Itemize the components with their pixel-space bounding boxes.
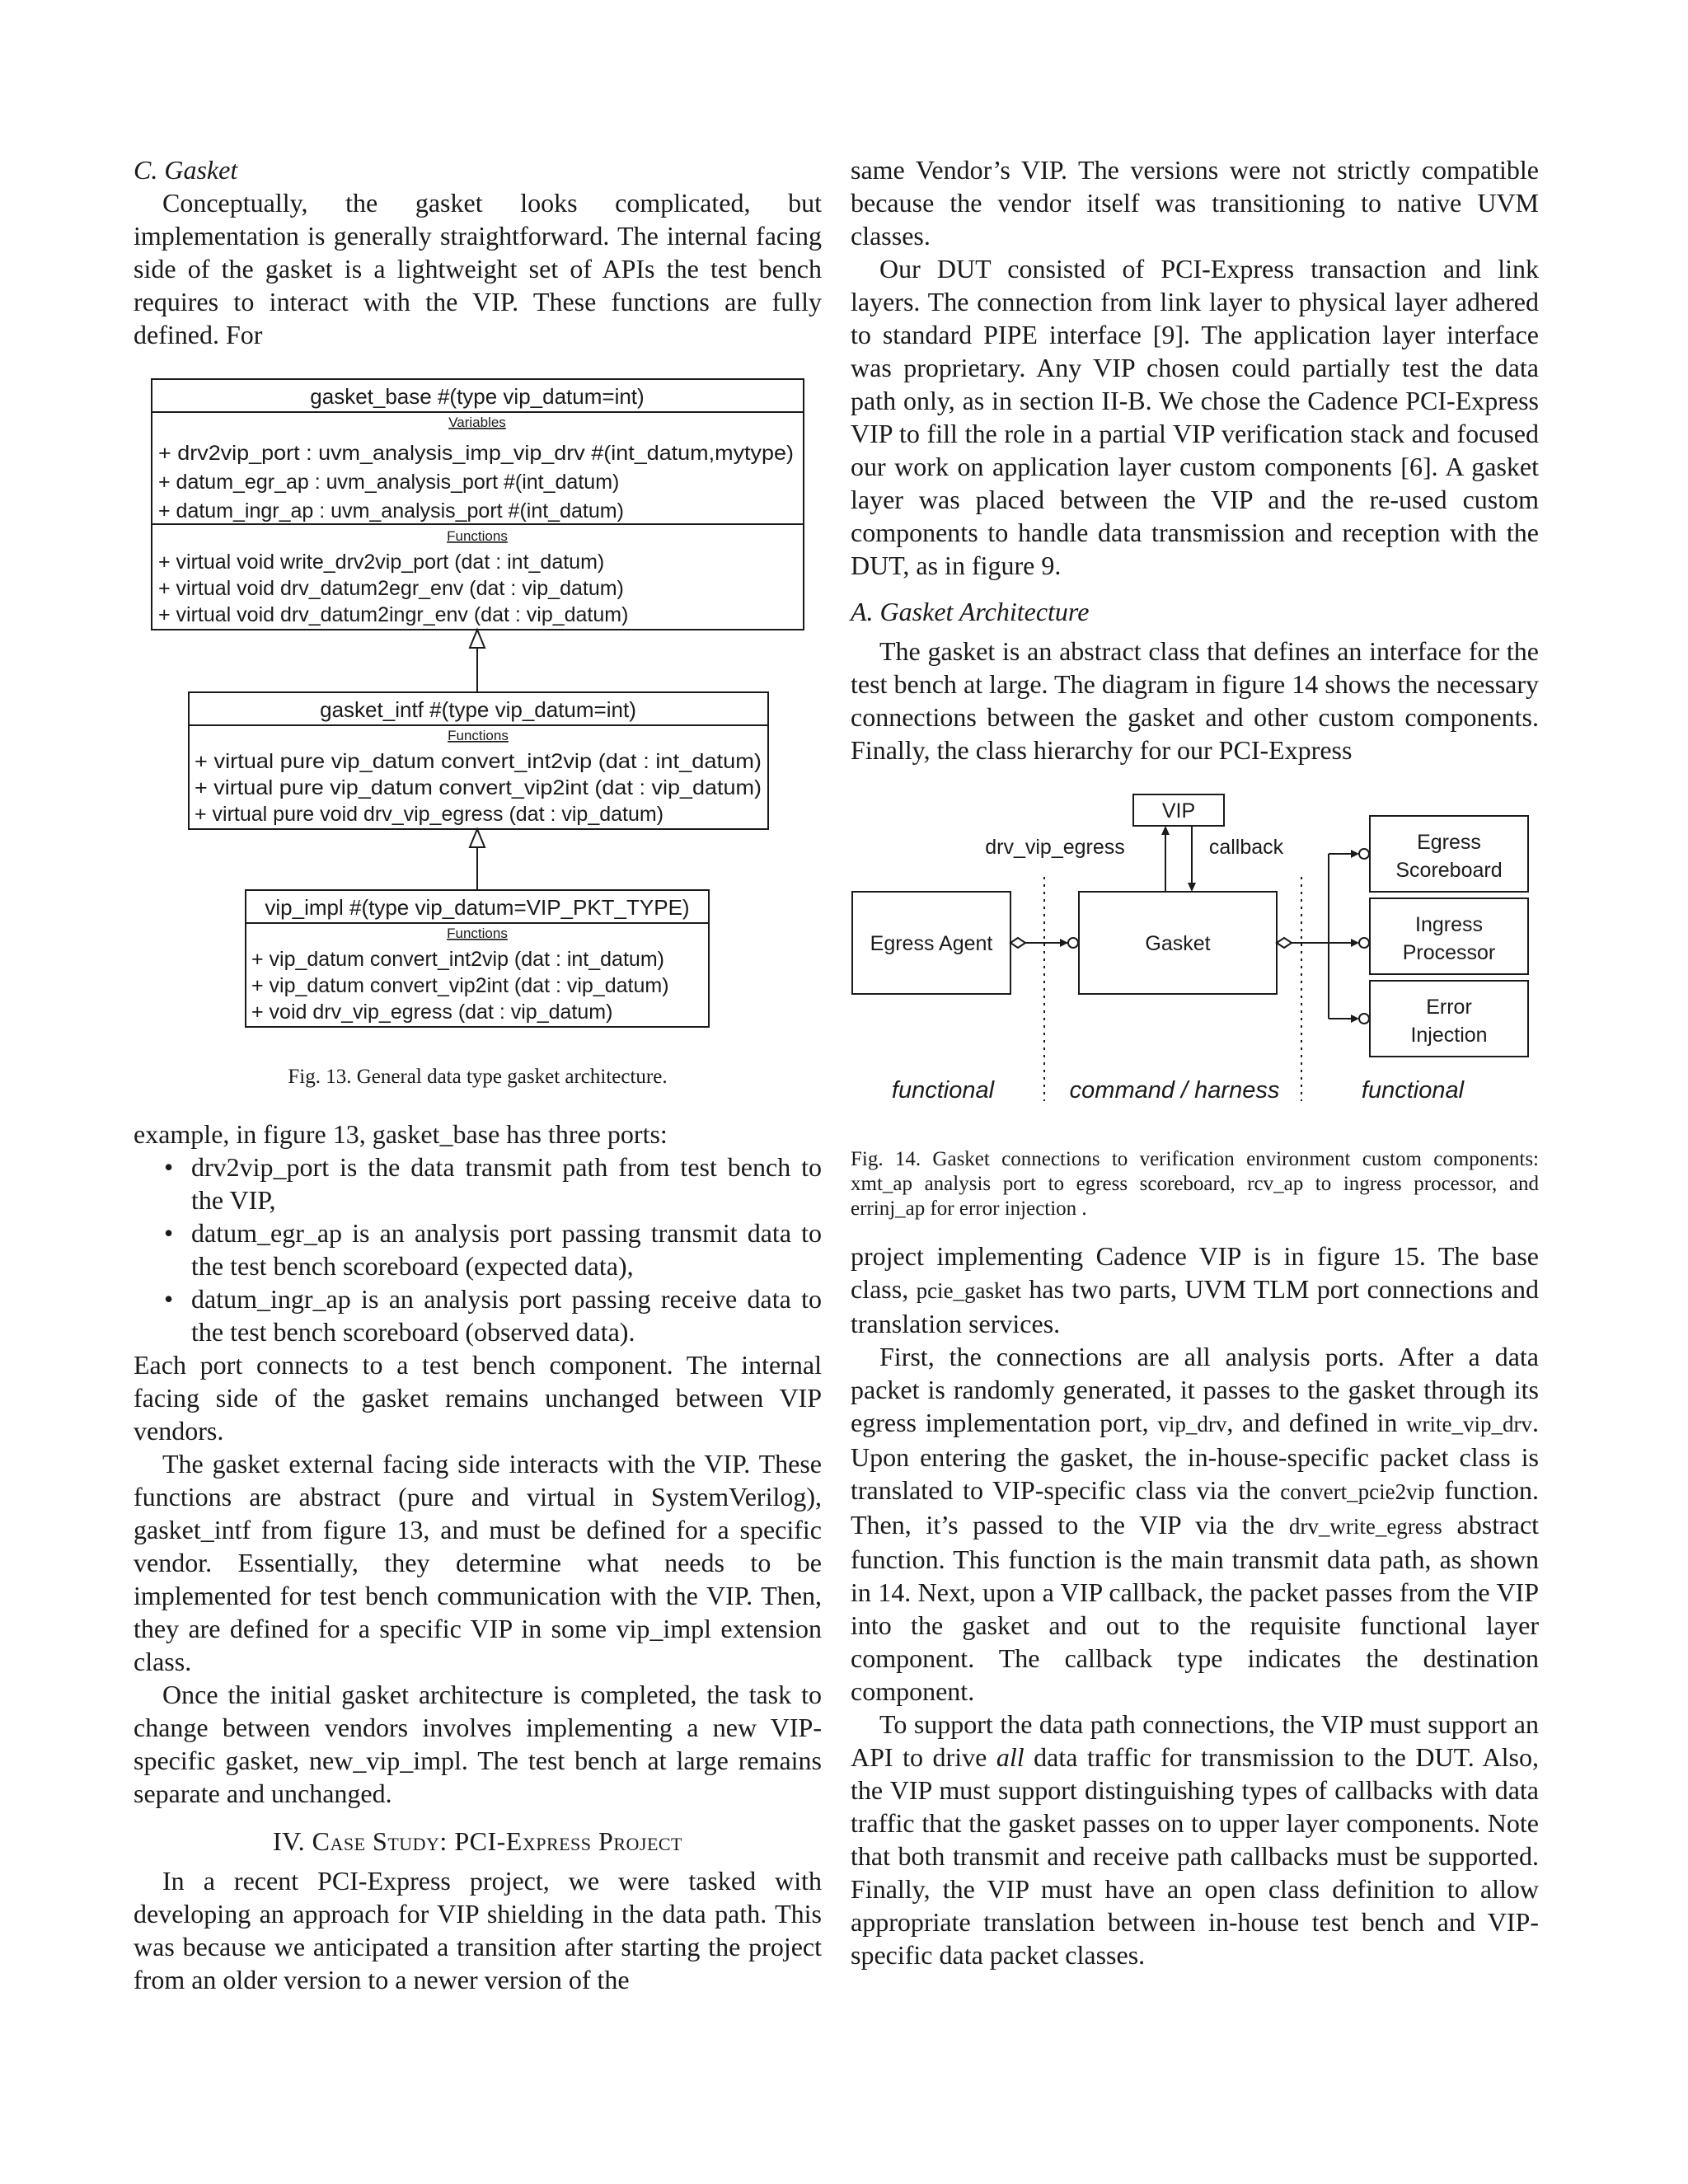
- paragraph: Our DUT consisted of PCI-Express transaction and link layers. The connection from link layer to physical layer adhered to standard PIPE interface [9]. The application layer interface was proprietary. Any VIP chosen could partially test the data path only, as in section II-B. We chose the Cadence PCI-Express VIP to fill the role in a partial VIP verification stack and focused our work on application layer custom components [6]. A gasket layer was placed between the VIP and the re-used custom components to handle data transmission and reception with the DUT, as in figure 9.: [851, 254, 1539, 580]
- edge-label-callback: callback: [1208, 836, 1284, 859]
- aggregation-diamond-icon: [1010, 938, 1025, 948]
- port-list: [134, 1151, 822, 1348]
- member-row: + virtual void drv_datum2egr_env (dat : vip_datum): [158, 577, 624, 600]
- port-socket-icon: [1359, 938, 1369, 948]
- zone-label-functional: functional: [1361, 1077, 1465, 1104]
- port-socket-icon: [1359, 1014, 1369, 1024]
- member-row: + virtual void write_drv2vip_port (dat : int_datum): [158, 551, 605, 574]
- aggregation-diamond-icon: [1277, 938, 1292, 948]
- egress-agent-label: Egress Agent: [870, 932, 993, 955]
- ingress-processor-label: Processor: [1402, 941, 1496, 964]
- section-heading-gasket: C. Gasket: [134, 155, 238, 185]
- zone-label-functional: functional: [891, 1077, 995, 1104]
- member-row: + virtual pure vip_datum convert_int2vip (dat : int_datum): [195, 750, 762, 773]
- inheritance-arrow-icon: [470, 829, 485, 847]
- paragraph: The gasket is an abstract class that defines an interface for the test bench at large. The diagram in figure 14 shows the necessary connections between the gasket and other custom components. Finally, the class hierarchy for our PCI-Express: [851, 636, 1539, 765]
- member-row: + virtual pure void drv_vip_egress (dat : vip_datum): [195, 803, 664, 826]
- list-item: • datum_egr_ap is an analysis port passing transmit data to the test bench scoreboard (expected data),: [162, 1216, 822, 1282]
- arrow-right-icon: [1351, 1015, 1359, 1023]
- vip-label: VIP: [1161, 799, 1196, 823]
- member-row: + datum_egr_ap : uvm_analysis_port #(int_datum): [158, 471, 620, 494]
- member-row: + vip_datum convert_int2vip (dat : int_datum): [251, 948, 664, 971]
- zone-label-command-harness: command / harness: [1069, 1077, 1280, 1104]
- error-injection-label: Injection: [1410, 1024, 1488, 1047]
- section-heading-case-study: [134, 1825, 822, 1858]
- compartment-label: Functions: [448, 728, 509, 743]
- arrow-right-icon: [1351, 850, 1359, 858]
- port-socket-icon: [1068, 938, 1078, 948]
- edge-label-drv-vip-egress: drv_vip_egress: [985, 836, 1125, 859]
- paragraph: In a recent PCI-Express project, we were tasked with developing an approach for VIP shielding in the data path. This was because we anticipated a transition after starting the project from an older version to a newer version of the: [134, 1866, 822, 1994]
- list-item: • datum_ingr_ap is an analysis port passing receive data to the test bench scoreboard (observed data).: [162, 1282, 822, 1348]
- gasket-connection-diagram: [851, 791, 1539, 1122]
- paragraph: example, in figure 13, gasket_base has three ports:: [134, 1119, 668, 1149]
- class-title: gasket_intf #(type vip_datum=int): [320, 697, 636, 722]
- arrow-up-icon: [1161, 826, 1170, 835]
- paragraph: Each port connects to a test bench component. The internal facing side of the gasket remains unchanged between VIP vendors.: [134, 1350, 822, 1446]
- member-row: + datum_ingr_ap : uvm_analysis_port #(int_datum): [158, 499, 624, 523]
- error-injection-label: Error: [1426, 996, 1472, 1019]
- port-socket-icon: [1359, 849, 1369, 859]
- list-item: • drv2vip_port is the data transmit path from test bench to the VIP,: [162, 1151, 822, 1216]
- paragraph: project implementing Cadence VIP is in figure 15. The base class, pcie_gasket has two parts, UVM TLM port connections and translation services.: [851, 1241, 1540, 1338]
- member-row: + drv2vip_port : uvm_analysis_imp_vip_drv #(int_datum,mytype): [158, 442, 794, 465]
- section-title: Case Study: PCI-Express Project: [312, 1826, 682, 1856]
- egress-scoreboard-label: Egress: [1417, 831, 1481, 854]
- member-row: + virtual pure vip_datum convert_vip2int (dat : vip_datum): [195, 776, 762, 799]
- figure-14: [851, 791, 1539, 1221]
- left-column: [134, 153, 822, 1996]
- paragraph: To support the data path connections, the VIP must support an API to drive all data traffic for transmission to the DUT. Also, the VIP must support distinguishing types of callbacks with data traffic that the gasket passes on to upper layer components. Note that both transmit and receive path callbacks must be supported. Finally, the VIP must have an open class definition to allow appropriate translation between in-house test bench and VIP-specific data packet classes.: [851, 1709, 1540, 1970]
- figure-14-caption: Fig. 14. Gasket connections to verification environment custom components: xmt_ap analysis port to egress scoreboard, rcv_ap to ingress processor, and errinj_ap for error injection .: [851, 1148, 1539, 1220]
- member-row: + virtual void drv_datum2ingr_env (dat : vip_datum): [158, 603, 629, 626]
- compartment-label: Functions: [447, 926, 508, 941]
- compartment-label: Functions: [447, 528, 508, 544]
- paragraph: First, the connections are all analysis ports. After a data packet is randomly generated, it passes to the gasket through its egress implementation port, vip_drv, and defined in write_vip_drv. Upon entering the gasket, the in-house-specific packet class is translated to VIP-specific class via the convert_pcie2vip function. Then, it’s passed to the VIP via the drv_write_egress abstract function. This function is the main transmit data path, as shown in 14. Next, upon a VIP callback, the packet passes from the VIP into the gasket and out to the requisite functional layer component. The callback type indicates the destination component.: [851, 1342, 1540, 1706]
- paragraph: The gasket external facing side interacts with the VIP. These functions are abstract (pure and virtual in SystemVerilog), gasket_intf from figure 13, and must be defined for a specific vendor. Essentially, they determine what needs to be implemented for test bench communication with the VIP. Then, they are defined for a specific VIP in some vip_impl extension class.: [134, 1449, 822, 1676]
- inheritance-arrow-icon: [470, 630, 485, 648]
- figure-13-caption: Fig. 13. General data type gasket architecture.: [288, 1066, 668, 1088]
- right-column: [851, 153, 1539, 1971]
- class-title: vip_impl #(type vip_datum=VIP_PKT_TYPE): [265, 895, 690, 920]
- section-number: IV.: [272, 1826, 306, 1856]
- arrow-right-icon: [1351, 939, 1359, 947]
- paragraph: same Vendor’s VIP. The versions were not strictly compatible because the vendor itself was transitioning to native UVM classes.: [851, 155, 1539, 251]
- arrow-down-icon: [1188, 883, 1196, 892]
- paragraph: Conceptually, the gasket looks complicated, but implementation is generally straightforward. The internal facing side of the gasket is a lightweight set of APIs the test bench requires to interact with the VIP. These functions are fully defined. For: [134, 188, 822, 349]
- compartment-label: Variables: [448, 415, 506, 430]
- ingress-processor-label: Ingress: [1415, 913, 1483, 936]
- arrow-right-icon: [1060, 939, 1068, 947]
- paragraph: Once the initial gasket architecture is completed, the task to change between vendors involves implementing a new VIP-specific gasket, new_vip_impl. The test bench at large remains separate and unchanged.: [134, 1680, 822, 1808]
- figure-13: [134, 377, 822, 1090]
- uml-class-diagram: [134, 377, 822, 1043]
- class-title: gasket_base #(type vip_datum=int): [310, 384, 645, 409]
- member-row: + vip_datum convert_vip2int (dat : vip_datum): [251, 974, 669, 997]
- section-heading-gasket-architecture: A. Gasket Architecture: [851, 597, 1090, 626]
- egress-scoreboard-label: Scoreboard: [1395, 859, 1503, 882]
- gasket-label: Gasket: [1145, 932, 1211, 955]
- member-row: + void drv_vip_egress (dat : vip_datum): [251, 1001, 613, 1024]
